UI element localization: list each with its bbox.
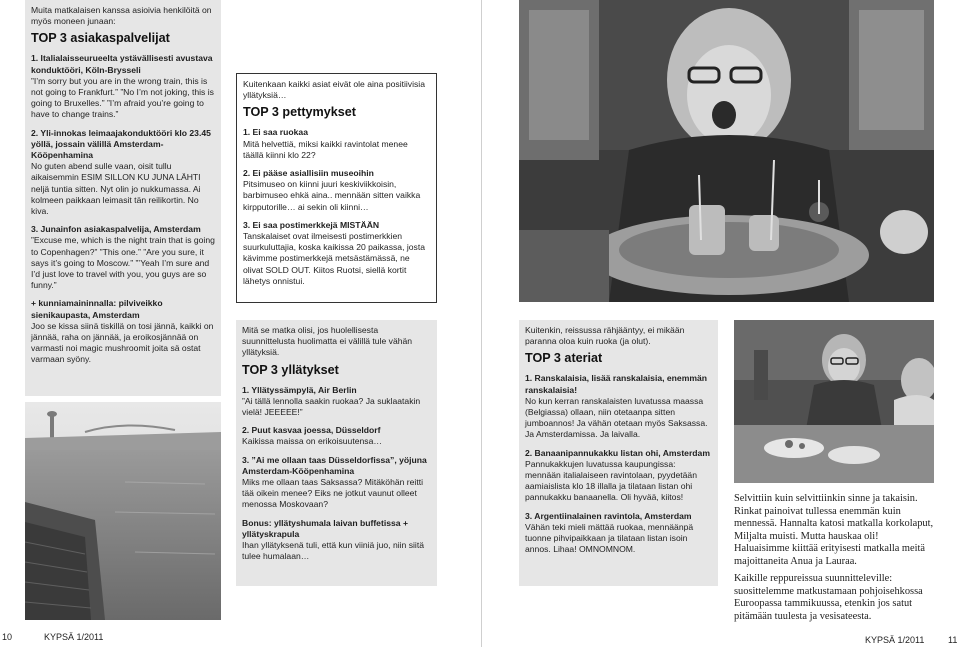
box-intro: Muita matkalaisen kanssa asioivia henkilöitä on myös moneen junaan: (31, 5, 212, 27)
girl-illustration (519, 0, 934, 302)
item-title: 1. Ranskalaisia, lisää ranskalaisia, enemmän ranskalaisia! (525, 373, 708, 395)
magazine-issue-left: KYPSÄ 1/2011 (44, 632, 104, 642)
item-title: Bonus: yllätyshumala laivan buffetissa + yllätyskrapula (242, 517, 408, 539)
list-item (242, 455, 431, 511)
page-number-right: 11 (948, 635, 958, 645)
box-intro: Kuitenkin, reissussa rähjääntyy, ei mikään paranna oloa kuin ruoka (ja olut). (525, 325, 685, 347)
pettymykset-box (236, 73, 437, 303)
item-title: 2. Puut kasvaa joessa, Düsseldorf (242, 425, 381, 436)
photo-river-dusseldorf (25, 402, 221, 620)
list-item (31, 298, 215, 365)
item-body: Tanskalaiset ovat ilmeisesti postimerkkien suurkuluttajia, koska kaikissa 20 paikassa, josta kävimme postimerkkejä metsästämässä, ne olivat SOLD OUT. Kiitos Ruotsi, siellä kortit lähetys onnistui. (243, 231, 425, 286)
item-title: 2. Banaanipannukakku listan ohi, Amsterdam (525, 447, 710, 458)
list-item (31, 53, 215, 120)
item-body: Miks me ollaan taas Saksassa? Mitäköhän reitti tää oikein menee? Eiks ne jotkut vaunut olleet menossa Moskovaan? (242, 477, 424, 510)
box-heading: TOP 3 ateriat (525, 351, 603, 366)
item-body: No kun kerran ranskalaisten luvatussa maassa (Belgiassa) ollaan, niin otetaanpa sitten jumboannos! Ja vähän otetaan myös Saksassa. Ja Amsterdamissa. Ja laivalla. (525, 395, 708, 440)
list-item (525, 511, 712, 556)
caption-paragraph-2: Kaikille reppureissua suunnitteleville: suosittelemme matkustamaan pohjoisehkossa Euroopassa tammikuussa, etenkin jos satut pitämään tuulesta ja vesisateesta. (734, 573, 923, 622)
ateriat-box (519, 320, 718, 586)
item-title: + kunniamaininnalla: pilviveikko sienikaupasta, Amsterdam (31, 298, 163, 320)
item-body: ”Ai tällä lennolla saakin ruokaa? Ja suklaatakin vielä! JEEEEE!” (242, 395, 421, 418)
item-title: 3. Ei saa postimerkkejä MISTÄÄN (243, 219, 380, 230)
list-item (525, 373, 712, 440)
item-body: Pannukakkujen luvatussa kaupungissa: mennään italialaiseen ravintolaan, pyydetään aamiaislista klo 18 illalla ja tilataan listan ohi pannukakku banaanella. Oli hyvää, kiitos! (525, 458, 697, 503)
list-item (243, 127, 430, 161)
list-item (525, 448, 712, 504)
item-body: Kaikissa maissa on erikoisuutensa… (242, 436, 382, 447)
box-intro: Kuitenkaan kaikki asiat eivät ole aina positiivisia yllätyksiä… (243, 79, 426, 101)
box-intro: Mitä se matka olisi, jos huolellisesta suunnittelusta huolimatta ei välillä tule vähän yllätyksiä. (242, 325, 413, 358)
item-body: No guten abend sulle vaan, oisit tullu aikaisemmin ESIM SILLON KU JUNA LÄHTI neljä tuntia sitten. Nyt olin jo nukkumassa. Ai kolmeen paikkaan leimasit tän reilikortin. No kiva. (31, 161, 201, 217)
item-title: 2. Ei pääse asiallisiin museoihin (243, 168, 374, 179)
list-item (31, 128, 215, 218)
item-title: 1. Yllätyssämpylä, Air Berlin (242, 384, 357, 395)
item-title: 1. Italialaisseurueelta ystävällisesti avustava konduktööri, Köln-Brysseli (31, 53, 213, 75)
item-body: Mitä helvettiä, miksi kaikki ravintolat menee täällä kiinni klo 22? (243, 138, 408, 160)
photo-restaurant-friends (734, 320, 934, 483)
list-item (242, 518, 431, 563)
box-heading: TOP 3 pettymykset (243, 105, 356, 120)
caption-paragraph-1: Selvittiin kuin selvittiinkin sinne ja takaisin. Rinkat painoivat tullessa enemmän kuin mennessä. Hannalta katosi matkalla korkolaput, Miljalta muisti. Mutta hauskaa oli! Haluaisimme kiittää erityisesti matkalla meitä majoittaneita Anua ja Lauraa. (734, 493, 934, 567)
item-title: 3. Argentiinalainen ravintola, Amsterdam (525, 510, 692, 521)
river-illustration (25, 402, 221, 620)
item-title: 1. Ei saa ruokaa (243, 127, 308, 138)
magazine-issue-right: KYPSÄ 1/2011 (865, 635, 925, 645)
list-item (243, 168, 430, 213)
page-number-left: 10 (2, 632, 13, 642)
item-title: 3. ”Ai me ollaan taas Düsseldorfissa”, yöjuna Amsterdam-Kööpenhamina (242, 454, 427, 476)
item-body: Ihan yllätyksenä tuli, että kun viiniä juo, niin siitä tulee humalaan… (242, 540, 425, 562)
item-title: 3. Junainfon asiakaspalvelija, Amsterdam (31, 224, 201, 235)
list-item (242, 385, 431, 419)
item-title: 2. Yli-innokas leimaajakonduktööri klo 23.45 yöllä, jossain välillä Amsterdam-Kööpenhamina (31, 127, 211, 161)
item-body: Joo se kissa siinä tiskillä on tosi jännä, kaikki on jännää, raha on jännää, ja eroikosjännää on varmasti noi magic mushroomit joita sä ostat varmaan syöny. (31, 320, 214, 365)
box-heading: TOP 3 yllätykset (242, 362, 339, 377)
list-item (31, 224, 215, 291)
item-body: ”Excuse me, which is the night train that is going to Copenhagen?” ”This one.” ”Are you sure, it says it’s going to Moscow.” ”’Yeah I’m sure and I’d just love to travel with you, you guys are so funny.” (31, 235, 215, 291)
item-body: Vähän teki mieli mättää ruokaa, mennäänpä tuonne pihvipaikkaan ja tilataan listan isoin annos. Lihaa! OMNOMNOM. (525, 521, 694, 555)
asiakaspalvelijat-box (25, 0, 221, 396)
yllatykset-box (236, 320, 437, 586)
item-body: Pitsimuseo on kiinni juuri keskiviikkoisin, barbimuseo ehkä aina.. mennään sitten vaikka kirpputorille… ai sekin oli kiinni… (243, 179, 421, 212)
list-item (243, 220, 430, 287)
item-body: ”I’m sorry but you are in the wrong train, this is not going to Frankfurt.” ”No I’m not joking, this is going to Bruxelles.” ”I’m afraid you’re going to have to change trains.” (31, 75, 214, 120)
list-item (242, 425, 431, 447)
spread-gutter (481, 0, 482, 647)
restaurant-illustration (734, 320, 934, 483)
box-heading: TOP 3 asiakaspalvelijat (31, 31, 170, 46)
photo-girl-dinner (519, 0, 934, 302)
